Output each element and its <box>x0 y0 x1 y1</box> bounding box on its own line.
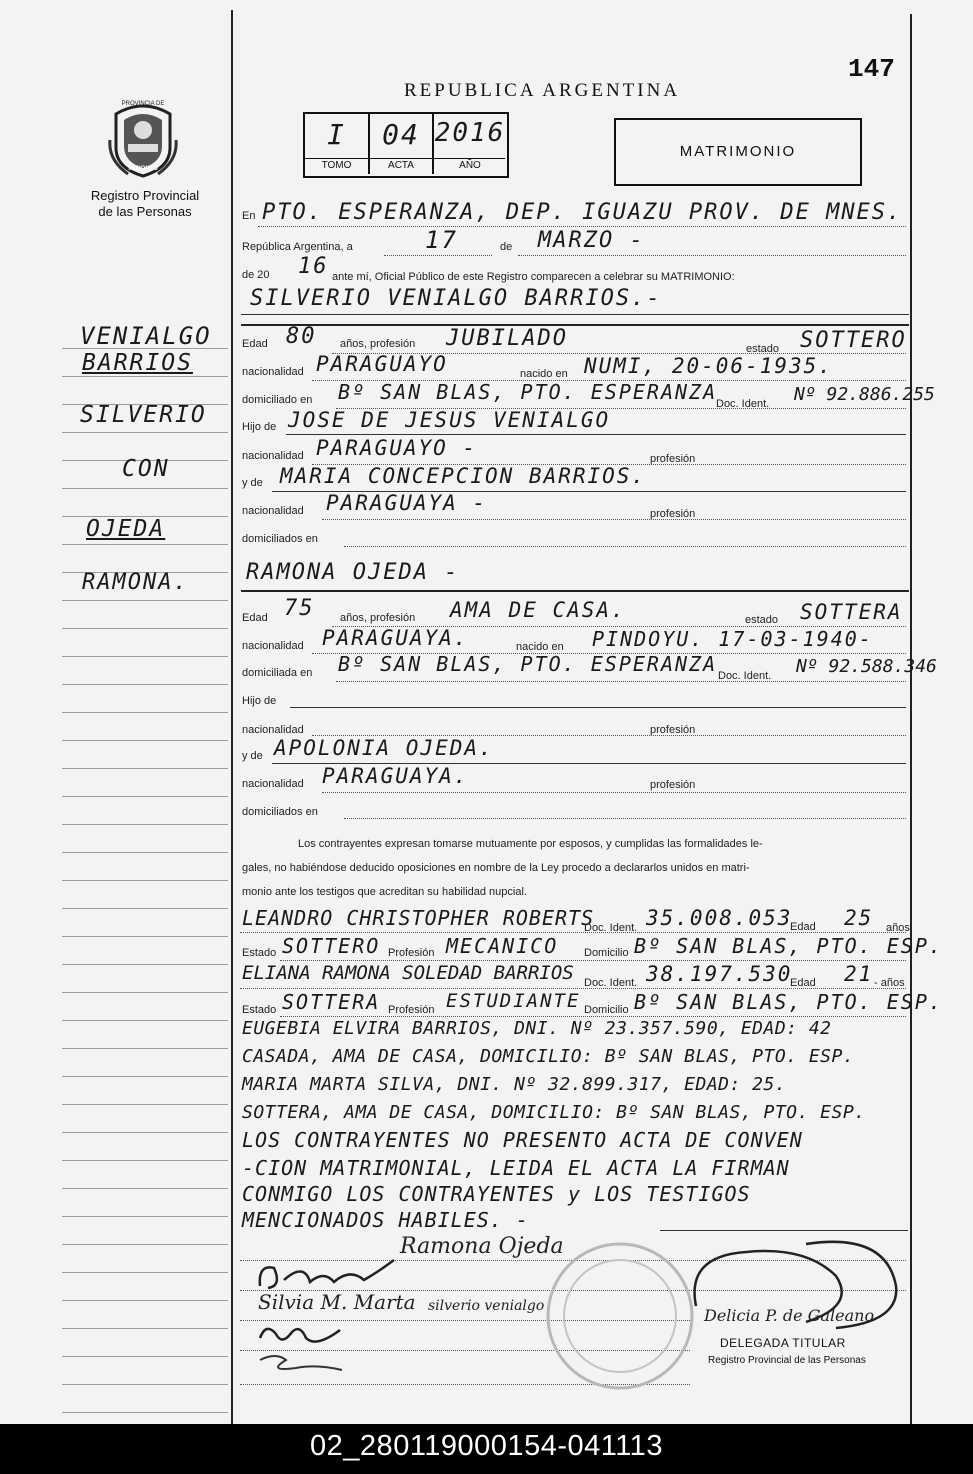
bride-estado-label: estado <box>745 614 779 626</box>
notes-line4: SOTTERA, AMA DE CASA, DOMICILIO: Bº SAN BLAS, PTO. ESP. <box>242 1102 866 1123</box>
de-label: de <box>500 241 513 253</box>
notes-line7: CONMIGO LOS CONTRAYENTES y LOS TESTIGOS <box>242 1182 751 1206</box>
notes-line6: -CION MATRIMONIAL, LEIDA EL ACTA LA FIRMAN <box>242 1156 790 1180</box>
witness2-address: Bº SAN BLAS, PTO. ESP. <box>634 990 943 1014</box>
bride-nacido-label: nacido en <box>516 641 564 653</box>
witness1-name: LEANDRO CHRISTOPHER ROBERTS <box>242 906 595 930</box>
witness1-edad-label: Edad <box>790 921 816 933</box>
day-value: 17 <box>425 226 458 254</box>
groom-domiciliados-label: domiciliados en <box>242 533 318 545</box>
notes-line1: EUGEBIA ELVIRA BARRIOS, DNI. Nº 23.357.590, EDAD: 42 <box>242 1018 832 1039</box>
page-number: 147 <box>848 54 895 84</box>
witness1-address: Bº SAN BLAS, PTO. ESP. <box>634 934 943 958</box>
republica-label: República Argentina, a <box>242 241 353 253</box>
groom-dom-label: domiciliado en <box>242 394 313 406</box>
intro-text: ante mí, Oficial Público de este Registro comparecen a celebrar su MATRIMONIO: <box>332 271 735 283</box>
margin-bride-surname: OJEDA <box>86 516 166 542</box>
witness1-status: SOTTERO <box>282 934 381 958</box>
year-suffix: 16 <box>298 254 329 279</box>
year-prefix: de 20 <box>242 269 270 281</box>
witness1-estado-label: Estado <box>242 947 277 959</box>
bride-address: Bº SAN BLAS, PTO. ESPERANZA <box>338 652 718 676</box>
groom-mother-nationality: PARAGUAYA - <box>326 491 488 515</box>
bride-mother-prof-label: profesión <box>650 779 696 791</box>
notes-line8: MENCIONADOS HABILES. - <box>242 1208 529 1232</box>
tomo-value: I <box>327 118 346 151</box>
witness2-profession: ESTUDIANTE <box>446 990 581 1012</box>
groom-address: Bº SAN BLAS, PTO. ESPERANZA <box>338 380 718 404</box>
witness2-age: 21 <box>844 962 874 986</box>
groom-doc-label: Doc. Ident. <box>716 398 770 410</box>
en-label: En <box>242 210 256 222</box>
notes-line5: LOS CONTRAYENTES NO PRESENTO ACTA DE CONVEN <box>242 1128 803 1152</box>
official-registry: Registro Provincial de las Personas <box>708 1355 866 1366</box>
official-name: Delicia P. de Galeano <box>704 1306 875 1325</box>
bride-birth: PINDOYU. 17-03-1940- <box>592 627 873 651</box>
witness2-estado-label: Estado <box>242 1004 277 1016</box>
bride-father-nat-label: nacionalidad <box>242 724 304 736</box>
anio-value: 2016 <box>434 118 506 148</box>
tomo-label: TOMO <box>321 160 352 171</box>
declaration-line2: gales, no habiéndose deducido oposiciones en nombre de la Ley procedo a declararlos unidos en matri- <box>242 862 750 874</box>
registry-name-line1: Registro Provincial <box>90 188 200 203</box>
groom-father-nationality: PARAGUAYO - <box>316 436 478 460</box>
notes-line3: MARIA MARTA SILVA, DNI. Nº 32.899.317, EDAD: 25. <box>242 1074 787 1095</box>
groom-birth: NUMI, 20-06-1935. <box>584 354 833 378</box>
groom-edad-label: Edad <box>242 338 268 350</box>
acta-value: 04 <box>382 118 420 151</box>
registry-name-line2: de las Personas <box>98 204 192 219</box>
bride-doc-label: Doc. Ident. <box>718 670 772 682</box>
groom-doc: Nº 92.886.255 <box>794 384 935 405</box>
bride-mother-nat-label: nacionalidad <box>242 778 304 790</box>
margin-surname1: VENIALGO <box>80 322 212 350</box>
bride-yde-label: y de <box>242 750 263 762</box>
witness-signature: Silvia M. Marta <box>258 1290 416 1314</box>
bride-profession: AMA DE CASA. <box>450 598 626 622</box>
groom-nacido-label: nacido en <box>520 368 568 380</box>
witness1-anios-label: años <box>886 922 910 934</box>
witness1-profession: MECANICO <box>446 934 559 958</box>
notes-line2: CASADA, AMA DE CASA, DOMICILIO: Bº SAN BLAS, PTO. ESP. <box>242 1046 855 1067</box>
bride-anios-label: años, profesión <box>340 612 416 624</box>
margin-bride-name: RAMONA. <box>82 570 189 595</box>
declaration-line1: Los contrayentes expresan tomarse mutuamente por esposos, y cumplidas las formalidades le- <box>298 838 763 850</box>
witness1-prof-label: Profesión <box>388 947 435 959</box>
groom-estado-label: estado <box>746 343 780 355</box>
month-value: MARZO - <box>538 228 645 253</box>
groom-father-nat-label: nacionalidad <box>242 450 304 462</box>
acta-label: ACTA <box>388 160 414 171</box>
bride-hijo-label: Hijo de <box>242 695 277 707</box>
groom-mother: MARIA CONCEPCION BARRIOS. <box>280 464 647 488</box>
groom-status: SOTTERO <box>800 328 907 353</box>
groom-mother-nat-label: nacionalidad <box>242 505 304 517</box>
bride-nationality: PARAGUAYA. <box>322 626 469 650</box>
groom-hijo-label: Hijo de <box>242 421 277 433</box>
official-seal-icon <box>540 1236 700 1396</box>
signature-scrawl-3-icon <box>256 1350 346 1376</box>
groom-signature: silverio venialgo <box>428 1298 545 1314</box>
signature-scrawl-2-icon <box>256 1318 346 1352</box>
right-frame-line <box>910 14 912 1424</box>
official-signature-icon <box>686 1236 906 1346</box>
groom-father: JOSE DE JESUS VENIALGO <box>288 408 611 432</box>
bride-doc: Nº 92.588.346 <box>796 656 937 677</box>
witness2-prof-label: Profesión <box>388 1004 435 1016</box>
witness1-doc-label: Doc. Ident. <box>584 922 638 934</box>
groom-profession: JUBILADO <box>446 326 568 351</box>
margin-given-name: SILVERIO <box>80 402 207 428</box>
act-type: MATRIMONIO <box>679 143 797 160</box>
witness2-dom-label: Domicilio <box>584 1004 629 1016</box>
bride-father-prof-label: profesión <box>650 724 696 736</box>
witness1-age: 25 <box>844 906 874 930</box>
bride-name: RAMONA OJEDA - <box>246 560 460 585</box>
place-value: PTO. ESPERANZA, DEP. IGUAZU PROV. DE MNES. <box>262 200 903 225</box>
bride-mother-nationality: PARAGUAYA. <box>322 764 469 788</box>
official-title: DELEGADA TITULAR <box>720 1336 846 1350</box>
declaration-line3: monio ante los testigos que acreditan su habilidad nupcial. <box>242 886 527 898</box>
groom-anios-label: años, profesión <box>340 338 416 350</box>
groom-nationality: PARAGUAYO <box>316 352 448 376</box>
logo-text-bottom: MISIONES <box>128 166 158 172</box>
bride-status: SOTTERA <box>800 600 903 624</box>
witness2-anios-label: - años <box>874 977 905 989</box>
witness2-doc-label: Doc. Ident. <box>584 977 638 989</box>
bride-domiciliados-label: domiciliados en <box>242 806 318 818</box>
groom-name: SILVERIO VENIALGO BARRIOS.- <box>250 286 662 311</box>
left-frame-line <box>231 10 233 1424</box>
groom-nac-label: nacionalidad <box>242 366 304 378</box>
groom-age: 80 <box>286 324 317 349</box>
bride-age: 75 <box>284 596 315 621</box>
anio-label: AÑO <box>459 160 481 171</box>
witness2-edad-label: Edad <box>790 977 816 989</box>
groom-father-prof-label: profesión <box>650 453 696 465</box>
footer-bar <box>0 1424 973 1474</box>
groom-yde-label: y de <box>242 477 263 489</box>
bride-signature: Ramona Ojeda <box>400 1234 564 1259</box>
witness2-status: SOTTERA <box>282 990 381 1014</box>
margin-surname2: BARRIOS <box>82 350 193 376</box>
bride-mother: APOLONIA OJEDA. <box>274 736 494 760</box>
bride-dom-label: domiciliada en <box>242 667 313 679</box>
margin-con: CON <box>122 456 170 482</box>
document-code: 02_280119000154-041113 <box>310 1430 663 1462</box>
witness2-doc: 38.197.530 <box>646 962 793 986</box>
witness1-doc: 35.008.053 <box>646 906 793 930</box>
groom-mother-prof-label: profesión <box>650 508 696 520</box>
witness1-dom-label: Domicilio <box>584 947 629 959</box>
logo-text-top: PROVINCIA DE <box>121 101 165 107</box>
bride-nac-label: nacionalidad <box>242 640 304 652</box>
country-title: REPUBLICA ARGENTINA <box>404 80 681 101</box>
witness2-name: ELIANA RAMONA SOLEDAD BARRIOS <box>242 962 574 984</box>
bride-edad-label: Edad <box>242 612 268 624</box>
